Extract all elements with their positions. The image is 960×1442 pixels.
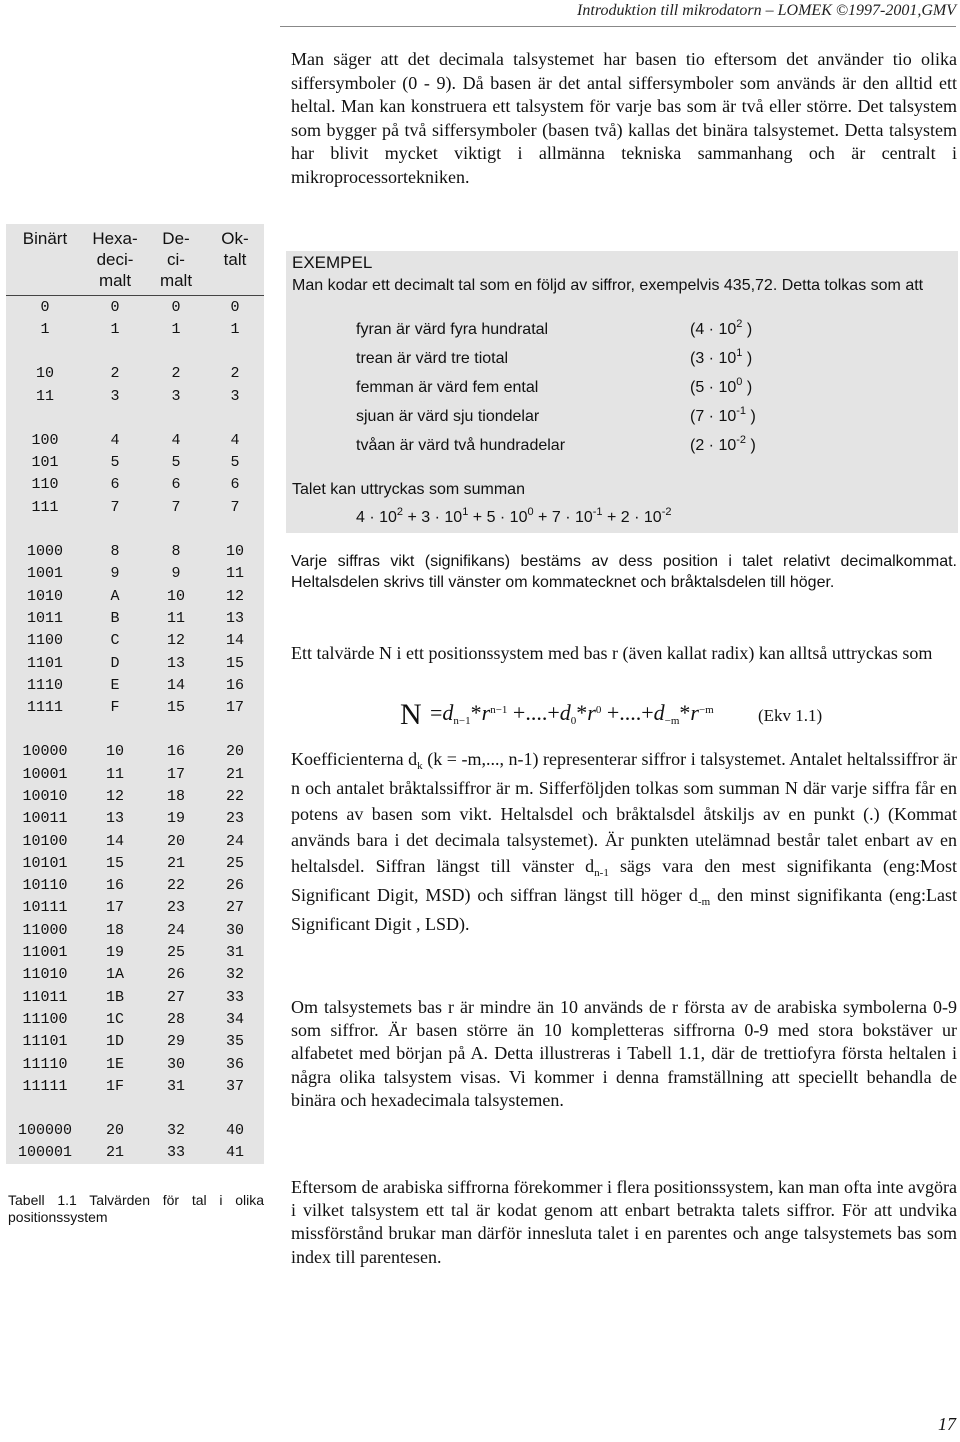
table-cell: 0 <box>40 298 50 316</box>
table-cell: 12 <box>105 787 124 805</box>
table-cell: 0 <box>110 298 120 316</box>
table-cell: 100 <box>31 431 59 449</box>
table-cell: 1 <box>171 320 181 338</box>
table-cell: 13 <box>166 654 185 672</box>
table-cell: 2 <box>171 365 181 383</box>
table-spacer-row <box>6 1098 264 1120</box>
table-cell: 35 <box>225 1033 244 1051</box>
table-row <box>6 540 264 562</box>
table-header-cell: Ok- talt <box>221 229 249 269</box>
table-row <box>6 964 264 986</box>
table-cell: 1B <box>105 988 124 1006</box>
table-cell: 33 <box>166 1144 185 1162</box>
table-row <box>6 941 264 963</box>
table-cell: 7 <box>171 498 181 516</box>
table-spacer-row <box>6 518 264 540</box>
table-cell: 5 <box>230 454 240 472</box>
table-cell: 11011 <box>22 988 68 1006</box>
table-cell: 10000 <box>22 743 68 761</box>
table-cell: 13 <box>105 810 124 828</box>
example-row-text: femman är värd fem ental <box>356 379 539 396</box>
table-cell: 100001 <box>17 1144 72 1162</box>
table-cell: 11100 <box>22 1010 68 1028</box>
table-cell: F <box>110 699 120 717</box>
table-cell: 1 <box>110 320 120 338</box>
table-cell: 2 <box>110 365 120 383</box>
table-row <box>6 385 264 407</box>
table-header-cell: De- ci- malt <box>159 229 193 290</box>
table-cell: 11001 <box>22 944 68 962</box>
table-cell: 3 <box>230 387 240 405</box>
table-cell: 1110 <box>26 676 63 694</box>
table-cell: 23 <box>225 810 244 828</box>
table-cell: 1D <box>105 1033 124 1051</box>
table-row <box>6 563 264 585</box>
table-cell: 36 <box>225 1055 244 1073</box>
table-cell: 100000 <box>17 1122 72 1140</box>
table-cell: 23 <box>166 899 185 917</box>
table-cell: 25 <box>166 944 185 962</box>
table-row <box>6 296 264 319</box>
example-row <box>356 318 946 347</box>
table-cell: 17 <box>225 699 244 717</box>
table-cell: 1 <box>40 320 50 338</box>
table-row <box>6 429 264 451</box>
table-row <box>6 875 264 897</box>
table-cell: 11000 <box>22 921 68 939</box>
table-cell: 19 <box>105 944 124 962</box>
table-cell: 101 <box>31 454 59 472</box>
example-row-text: tvåan är värd två hundradelar <box>356 437 566 454</box>
table-cell: 5 <box>110 454 120 472</box>
table-cell: 22 <box>166 877 185 895</box>
table-spacer-row <box>6 407 264 429</box>
table-cell: 40 <box>225 1122 244 1140</box>
table-cell: 9 <box>110 565 120 583</box>
table-cell: 34 <box>225 1010 244 1028</box>
example-row-power: ($7 \cdot 10^{-1}$ ) <box>690 405 756 425</box>
formula-N: N <box>400 698 422 731</box>
table-cell: 11 <box>105 765 124 783</box>
table-row <box>6 363 264 385</box>
table-cell: 4 <box>171 431 181 449</box>
table-cell: 1000 <box>26 543 63 561</box>
table-row <box>6 1120 264 1142</box>
example-intro: Man kodar ett decimalt tal som en följd av siffror, exempelvis 435,72. Detta tolkas som att <box>292 277 924 294</box>
table-cell: 10 <box>105 743 124 761</box>
table-cell: 14 <box>166 676 185 694</box>
paragraph-coefficients: Koefficienterna $d_k$ (k = -m,..., n-1) representerar siffror i talsystemet. Antalet heltalssiffror är n och antalet bråktalssiffror är m. Sifferföljden tolkas som summan N där varje siffra får en potens av basen som vikt. Heltalsdel och bråktalsdel åtskiljs av en punkt (.) (Kommat används bara i det decimala talsystemet). Är punkten utelämnad består talet enbart av en heltalsdel. Siffran längst till vänster $d_{n-1}$ sägs vara den mest signifikanta (eng:Most Significant Digit, MSD) och siffran längst till höger $d_{-m}$ den minst signifikanta (eng:Last Significant Digit , LSD). <box>291 749 958 934</box>
example-row-power: ($2 \cdot 10^{-2}$ ) <box>690 434 756 454</box>
table-cell: 10110 <box>22 877 68 895</box>
table-cell: 21 <box>105 1144 124 1162</box>
table-cell: 11101 <box>22 1033 68 1051</box>
table-cell: D <box>110 654 120 672</box>
table-cell: 10100 <box>22 832 68 850</box>
equation-1-1 <box>400 696 860 742</box>
table-cell: 1100 <box>26 632 63 650</box>
table-cell: 24 <box>166 921 185 939</box>
table-row <box>6 897 264 919</box>
table-cell: 1 <box>230 320 240 338</box>
table-row <box>6 607 264 629</box>
table-cell: A <box>110 587 120 605</box>
table-cell: 10010 <box>22 787 68 805</box>
table-cell: 20 <box>166 832 185 850</box>
table-cell: 111 <box>31 498 59 516</box>
table-row <box>6 585 264 607</box>
table-cell: 6 <box>110 476 120 494</box>
table-cell: 11 <box>166 609 185 627</box>
table-header-cell: Binärt <box>22 229 68 248</box>
table-cell: 1001 <box>26 565 63 583</box>
example-sum-intro: Talet kan uttryckas som summan <box>292 481 525 498</box>
table-row <box>6 474 264 496</box>
table-cell: 21 <box>225 765 244 783</box>
table-row <box>6 763 264 785</box>
table-cell: 10011 <box>22 810 68 828</box>
example-row <box>356 376 946 405</box>
table-cell: 16 <box>105 877 124 895</box>
paragraph-digits: Om talsystemets bas r är mindre än 10 används de r första av de arabiska symbolerna 0-9 som siffror. Är basen större än 10 kompletteras siffrorna 0-9 med stora bokstäver ur alfabetet med början på A. Detta illustreras i Tabell 1.1, där de trettiofyra första heltalen i några olika talsystem visas. Vi kommer i denna framställning att speciellt behandla de binära och hexadecimala talsystemen. <box>291 997 957 1110</box>
paragraph-significance: Varje siffras vikt (signifikans) bestäms av dess position i talet relativt decimalkommat. Heltalsdelen skrivs till vänster om kommatecknet och bråktalsdelen till höger. <box>291 553 957 591</box>
table-cell: 4 <box>230 431 240 449</box>
example-row-power: ($3 \cdot 10^1$ ) <box>690 347 753 367</box>
table-cell: 2 <box>230 365 240 383</box>
table-cell: 15 <box>225 654 244 672</box>
table-cell: 0 <box>171 298 181 316</box>
table-row <box>6 674 264 696</box>
table-cell: B <box>110 609 120 627</box>
table-cell: 24 <box>225 832 244 850</box>
table-row <box>6 808 264 830</box>
table-row <box>6 630 264 652</box>
table-cell: 32 <box>166 1122 185 1140</box>
table-cell: 25 <box>225 854 244 872</box>
table-cell: 1A <box>105 966 124 984</box>
table-cell: 10101 <box>22 854 68 872</box>
table-cell: 110 <box>31 476 59 494</box>
example-row-text: fyran är värd fyra hundratal <box>356 321 549 338</box>
table-cell: 1111 <box>26 699 63 717</box>
table-cell: 7 <box>230 498 240 516</box>
table-cell: 30 <box>225 921 244 939</box>
table-row <box>6 785 264 807</box>
table-spacer-row <box>6 341 264 363</box>
table-cell: 26 <box>166 966 185 984</box>
table-cell: 17 <box>105 899 124 917</box>
table-cell: 1F <box>105 1077 124 1095</box>
example-row <box>356 405 946 434</box>
table-cell: 11111 <box>22 1077 68 1095</box>
example-title: EXEMPEL <box>292 253 373 272</box>
table-cell: 22 <box>225 787 244 805</box>
table-cell: 6 <box>171 476 181 494</box>
table-cell: 37 <box>225 1077 244 1095</box>
table-cell: 12 <box>166 632 185 650</box>
table-row <box>6 696 264 718</box>
table-cell: E <box>110 676 120 694</box>
table-row <box>6 496 264 518</box>
table-cell: 10111 <box>22 899 68 917</box>
table-cell: 1011 <box>26 609 63 627</box>
example-box <box>286 251 958 533</box>
table-row <box>6 451 264 473</box>
table-cell: 0 <box>230 298 240 316</box>
table-cell: 29 <box>166 1033 185 1051</box>
table-cell: 4 <box>110 431 120 449</box>
table-cell: 20 <box>105 1122 124 1140</box>
table-row <box>6 986 264 1008</box>
example-sum-expression: $4 \cdot 10^2 + 3 \cdot 10^1 + 5 \cdot 10^0 + 7 \cdot 10^{-1} + 2 \cdot 10^{-2}$ <box>356 506 672 526</box>
table-row <box>6 1142 264 1164</box>
table-cell: 18 <box>105 921 124 939</box>
table-cell: 27 <box>225 899 244 917</box>
table-cell: 5 <box>171 454 181 472</box>
table-cell: 1E <box>105 1055 124 1073</box>
table-cell: 3 <box>110 387 120 405</box>
table-row <box>6 652 264 674</box>
number-systems-table <box>6 224 264 1164</box>
table-cell: 16 <box>225 676 244 694</box>
table-cell: 32 <box>225 966 244 984</box>
page-number: 17 <box>938 1414 956 1434</box>
table-header-cell: Hexa- deci- malt <box>92 229 138 290</box>
table-cell: 8 <box>171 543 181 561</box>
table-caption: Tabell 1.1 Talvärden för tal i olika positionssystem <box>8 1192 264 1225</box>
table-cell: 11010 <box>22 966 68 984</box>
table-row <box>6 852 264 874</box>
table-row <box>6 1031 264 1053</box>
table-row <box>6 1053 264 1075</box>
table-row <box>6 318 264 340</box>
table-cell: 3 <box>171 387 181 405</box>
paragraph-base-intro: Man säger att det decimala talsystemet har basen tio eftersom det använder tio olika siffersymboler (0 - 9). Då basen är det antal siffersymboler som används är den alltid ett heltal. Man kan konstruera ett talsystem för varje bas som är två eller större. Det talsystem som bygger på två siffersymboler (basen två) kallas det binära talsystemet. Detta talsystem har blivit mycket viktigt i allmänna tekniska sammanhang och är centralt i mikroprocessortekniken. <box>291 49 957 187</box>
table-cell: 18 <box>166 787 185 805</box>
table-cell: 1C <box>105 1010 124 1028</box>
running-header: Introduktion till mikrodatorn – LOMEK ©1997-2001,GMV <box>280 0 956 27</box>
table-cell: 27 <box>166 988 185 1006</box>
table-cell: 9 <box>171 565 181 583</box>
table-row <box>6 741 264 763</box>
table-cell: 10 <box>166 587 185 605</box>
table-cell: 8 <box>110 543 120 561</box>
table-cell: 1010 <box>26 587 63 605</box>
table-cell: 26 <box>225 877 244 895</box>
formula-expression: $=dn-1*r^{n-1} +....+d0*r^0 +....+d-m*r^{-m}$ <box>430 700 714 727</box>
table-cell: 31 <box>225 944 244 962</box>
example-row <box>356 434 946 463</box>
table-cell: 12 <box>225 587 244 605</box>
paragraph-radix: Ett talvärde N i ett positionssystem med bas r (även kallat radix) kan alltså uttryckas som <box>291 643 933 663</box>
example-row-text: sjuan är värd sju tiondelar <box>356 408 540 425</box>
table-row <box>6 919 264 941</box>
table-cell: 30 <box>166 1055 185 1073</box>
table-spacer-row <box>6 719 264 741</box>
table-row <box>6 1075 264 1097</box>
table-cell: 17 <box>166 765 185 783</box>
table-cell: 11 <box>225 565 244 583</box>
table-cell: 31 <box>166 1077 185 1095</box>
table-cell: 15 <box>166 699 185 717</box>
table-cell: 16 <box>166 743 185 761</box>
example-row-text: trean är värd tre tiotal <box>356 350 509 367</box>
table-cell: 6 <box>230 476 240 494</box>
table-cell: 41 <box>225 1144 244 1162</box>
example-row <box>356 347 946 376</box>
table-cell: 20 <box>225 743 244 761</box>
table-cell: 10 <box>35 365 54 383</box>
table-cell: 14 <box>225 632 244 650</box>
table-cell: 10001 <box>22 765 68 783</box>
table-cell: 15 <box>105 854 124 872</box>
table-cell: 1101 <box>26 654 63 672</box>
table-row <box>6 1008 264 1030</box>
example-row-power: ($4 \cdot 10^2$ ) <box>690 318 753 338</box>
table-cell: 10 <box>225 543 244 561</box>
table-cell: 13 <box>225 609 244 627</box>
formula-label: (Ekv 1.1) <box>758 706 823 725</box>
example-row-power: ($5 \cdot 10^0$ ) <box>690 376 753 396</box>
table-cell: 19 <box>166 810 185 828</box>
paragraph-notation: Eftersom de arabiska siffrorna förekommer i flera positionssystem, kan man ofta inte avgöra i vilket talsystem ett tal är kodat genom att enbart betrakta talets siffror. För att undvika missförstånd brukar man därför innesluta talet i en parentes och ange talsystemets bas som index till parentesen. <box>291 1177 957 1267</box>
table-cell: C <box>110 632 120 650</box>
table-cell: 28 <box>166 1010 185 1028</box>
table-cell: 14 <box>105 832 124 850</box>
table-cell: 33 <box>225 988 244 1006</box>
table-cell: 7 <box>110 498 120 516</box>
table-cell: 11110 <box>22 1055 68 1073</box>
table-cell: 11 <box>35 387 54 405</box>
table-row <box>6 830 264 852</box>
table-cell: 21 <box>166 854 185 872</box>
